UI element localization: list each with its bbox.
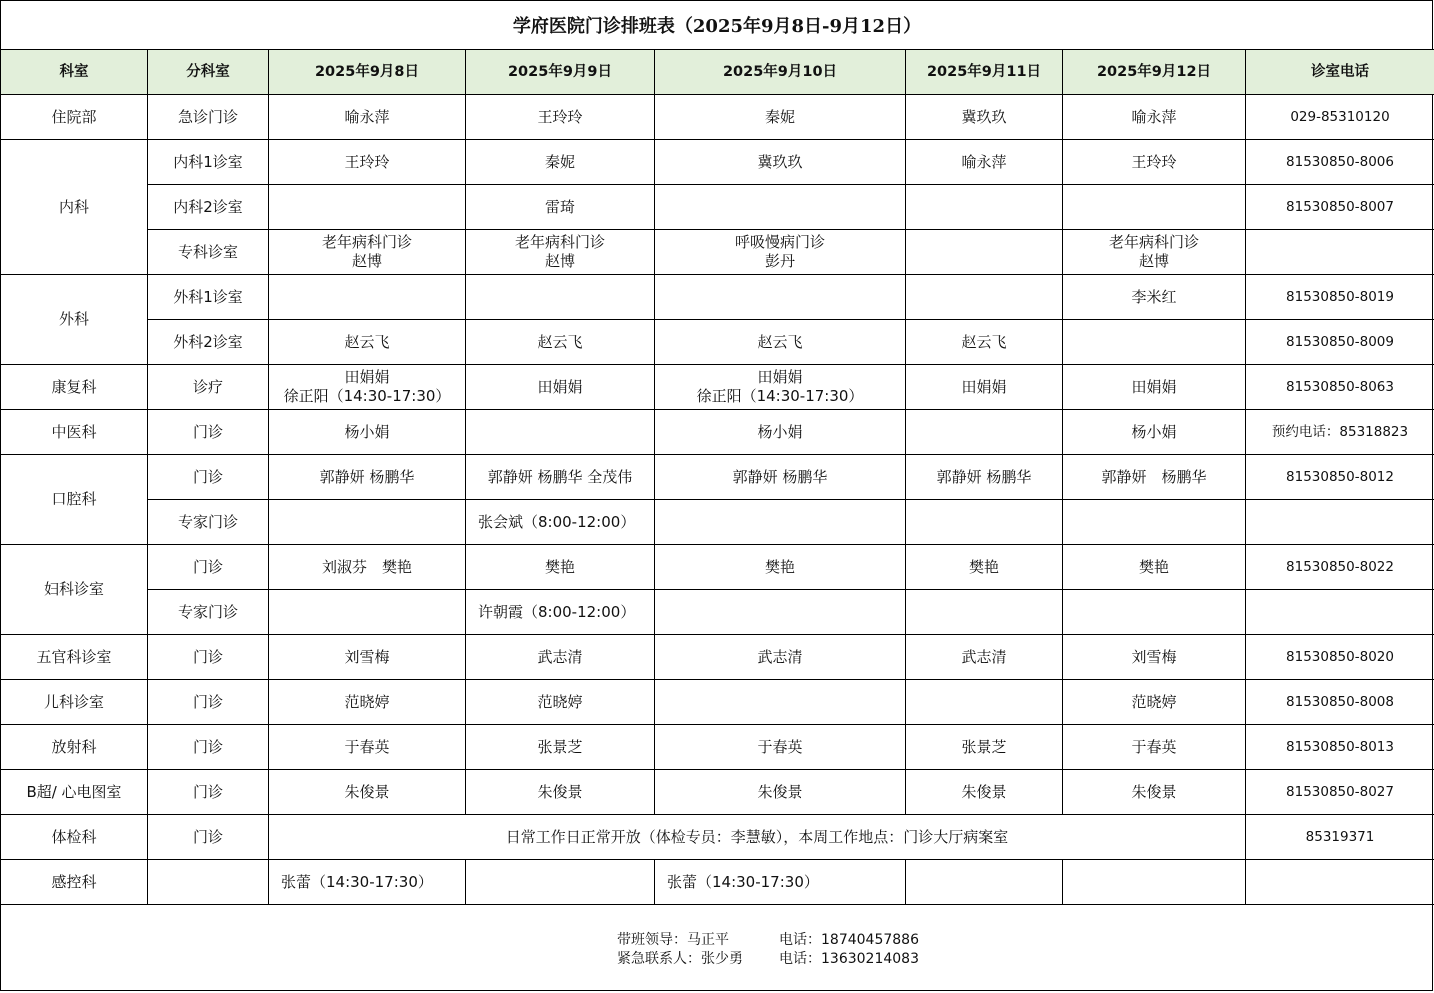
phone-cell [1246,230,1434,275]
day1-cell: 张蕾（14:30-17:30） [269,860,466,905]
day2-cell: 朱俊景 [466,770,655,815]
day2-cell: 樊艳 [466,545,655,590]
dept-cell: 儿科诊室 [1,680,148,725]
header-day2: 2025年9月9日 [466,50,655,95]
subdept-cell: 门诊 [148,410,269,455]
dept-cell: B超/ 心电图室 [1,770,148,815]
day5-cell [1063,590,1246,635]
doctor-name: 徐正阳（14:30-17:30） [696,387,864,405]
day4-cell [906,410,1063,455]
day5-cell: 樊艳 [1063,545,1246,590]
doctor-name: 赵博 [351,252,382,270]
day3-cell [655,185,906,230]
day4-cell: 郭静妍 杨鹏华 [906,455,1063,500]
dept-cell: 中医科 [1,410,148,455]
doctor-name: 赵博 [1138,252,1169,270]
day2-cell: 田娟娟 [466,365,655,410]
day1-cell [269,365,466,410]
day1-cell: 喻永萍 [269,95,466,140]
header-day1: 2025年9月8日 [269,50,466,95]
subdept-cell: 门诊 [148,455,269,500]
phone-cell: 预约电话：85318823 [1246,410,1434,455]
schedule-table [0,49,1434,905]
day3-cell: 于春英 [655,725,906,770]
day3-cell: 张蕾（14:30-17:30） [655,860,906,905]
header-phone: 诊室电话 [1246,50,1434,95]
dept-cell: 妇科诊室 [1,545,148,635]
day3-cell: 冀玖玖 [655,140,906,185]
table-row [1,635,1434,680]
header-dept: 科室 [1,50,148,95]
day1-cell [269,275,466,320]
day4-cell: 田娟娟 [906,365,1063,410]
day3-cell [655,680,906,725]
dept-cell: 康复科 [1,365,148,410]
day5-cell: 喻永萍 [1063,95,1246,140]
day2-cell [466,230,655,275]
table-row [1,725,1434,770]
day2-cell: 雷琦 [466,185,655,230]
day1-cell: 刘淑芬 樊艳 [269,545,466,590]
clinic-name: 老年病科门诊 [1108,233,1199,251]
day3-cell [655,275,906,320]
phone-cell: 81530850-8020 [1246,635,1434,680]
subdept-cell: 门诊 [148,545,269,590]
day3-cell [655,230,906,275]
day5-cell [1063,185,1246,230]
day4-cell: 武志清 [906,635,1063,680]
subdept-cell: 门诊 [148,770,269,815]
doctor-name: 田娟娟 [344,368,390,386]
day4-cell: 朱俊景 [906,770,1063,815]
dept-cell: 外科 [1,275,148,365]
subdept-cell: 外科2诊室 [148,320,269,365]
day1-cell: 范晓婷 [269,680,466,725]
day4-cell [906,500,1063,545]
day1-cell: 王玲玲 [269,140,466,185]
table-row [1,455,1434,500]
day5-cell: 朱俊景 [1063,770,1246,815]
day1-cell [269,500,466,545]
day5-cell: 杨小娟 [1063,410,1246,455]
day4-cell [906,860,1063,905]
table-row [1,230,1434,275]
day1-cell: 杨小娟 [269,410,466,455]
table-row [1,365,1434,410]
subdept-cell: 专科诊室 [148,230,269,275]
table-row [1,275,1434,320]
header-day5: 2025年9月12日 [1063,50,1246,95]
phone-cell: 81530850-8063 [1246,365,1434,410]
day5-cell: 田娟娟 [1063,365,1246,410]
emergency-phone: 电话：13630214083 [779,951,919,967]
subdept-cell: 专家门诊 [148,500,269,545]
doctor-name: 田娟娟 [757,368,803,386]
phone-cell: 85319371 [1246,815,1434,860]
day5-cell [1063,320,1246,365]
subdept-cell [148,860,269,905]
table-row [1,680,1434,725]
day2-cell: 王玲玲 [466,95,655,140]
subdept-cell: 内科2诊室 [148,185,269,230]
clinic-name: 呼吸慢病门诊 [734,233,825,251]
day2-cell: 许朝霞（8:00-12:00） [466,590,655,635]
day5-cell: 郭静妍 杨鹏华 [1063,455,1246,500]
day2-cell: 郭静妍 杨鹏华 全茂伟 [466,455,655,500]
day1-cell [269,185,466,230]
footer-contacts [617,931,919,969]
table-row [1,590,1434,635]
day3-cell [655,500,906,545]
day3-cell: 朱俊景 [655,770,906,815]
subdept-cell: 专家门诊 [148,590,269,635]
subdept-cell: 急诊门诊 [148,95,269,140]
day2-cell: 赵云飞 [466,320,655,365]
table-row [1,185,1434,230]
day5-cell [1063,860,1246,905]
table-row [1,95,1434,140]
leader-phone: 电话：18740457886 [779,932,919,948]
day1-cell [269,590,466,635]
clinic-name: 老年病科门诊 [514,233,605,251]
page-title: 学府医院门诊排班表（2025年9月8日-9月12日） [0,0,1434,50]
day3-cell [655,590,906,635]
day5-cell [1063,500,1246,545]
day3-cell: 赵云飞 [655,320,906,365]
day1-cell: 朱俊景 [269,770,466,815]
table-row [1,410,1434,455]
day4-cell [906,590,1063,635]
phone-cell [1246,500,1434,545]
dept-cell: 住院部 [1,95,148,140]
phone-cell [1246,860,1434,905]
subdept-cell: 内科1诊室 [148,140,269,185]
table-row [1,770,1434,815]
emergency-line [617,950,919,969]
day5-cell [1063,230,1246,275]
phone-cell: 81530850-8007 [1246,185,1434,230]
day4-cell [906,230,1063,275]
emergency-name: 紧急联系人：张少勇 [617,951,743,967]
table-row [1,500,1434,545]
subdept-cell: 外科1诊室 [148,275,269,320]
phone-cell: 81530850-8006 [1246,140,1434,185]
day4-cell: 喻永萍 [906,140,1063,185]
day2-cell: 秦妮 [466,140,655,185]
header-row [1,50,1434,95]
clinic-name: 老年病科门诊 [321,233,412,251]
dept-cell: 口腔科 [1,455,148,545]
table-row [1,815,1434,860]
dept-cell: 体检科 [1,815,148,860]
leader-name: 带班领导：马正平 [617,932,729,948]
doctor-name: 赵博 [544,252,575,270]
table-row [1,140,1434,185]
header-subdept: 分科室 [148,50,269,95]
dept-cell: 放射科 [1,725,148,770]
day4-cell: 赵云飞 [906,320,1063,365]
day2-cell [466,275,655,320]
day2-cell: 张景芝 [466,725,655,770]
phone-cell: 81530850-8013 [1246,725,1434,770]
day1-cell: 赵云飞 [269,320,466,365]
day3-cell: 郭静妍 杨鹏华 [655,455,906,500]
note-cell: 日常工作日正常开放（体检专员：李慧敏），本周工作地点：门诊大厅病案室 [269,815,1246,860]
doctor-name: 彭丹 [764,252,795,270]
table-row [1,860,1434,905]
day1-cell [269,230,466,275]
subdept-cell: 门诊 [148,635,269,680]
day1-cell: 于春英 [269,725,466,770]
day2-cell: 张会斌（8:00-12:00） [466,500,655,545]
phone-cell: 81530850-8019 [1246,275,1434,320]
phone-cell: 029-85310120 [1246,95,1434,140]
dept-cell: 感控科 [1,860,148,905]
day4-cell: 樊艳 [906,545,1063,590]
day4-cell [906,185,1063,230]
day2-cell [466,860,655,905]
table-row [1,320,1434,365]
day5-cell: 范晓婷 [1063,680,1246,725]
day1-cell: 刘雪梅 [269,635,466,680]
day1-cell: 郭静妍 杨鹏华 [269,455,466,500]
phone-cell: 81530850-8012 [1246,455,1434,500]
day4-cell: 冀玖玖 [906,95,1063,140]
subdept-cell: 诊疗 [148,365,269,410]
subdept-cell: 门诊 [148,680,269,725]
day4-cell [906,680,1063,725]
dept-cell: 内科 [1,140,148,275]
day3-cell: 武志清 [655,635,906,680]
phone-cell: 81530850-8022 [1246,545,1434,590]
day2-cell [466,410,655,455]
day5-cell: 李米红 [1063,275,1246,320]
day5-cell: 王玲玲 [1063,140,1246,185]
day4-cell: 张景芝 [906,725,1063,770]
day5-cell: 刘雪梅 [1063,635,1246,680]
footer [0,904,1434,991]
day5-cell: 于春英 [1063,725,1246,770]
subdept-cell: 门诊 [148,725,269,770]
phone-cell [1246,590,1434,635]
subdept-cell: 门诊 [148,815,269,860]
day3-cell: 樊艳 [655,545,906,590]
phone-cell: 81530850-8027 [1246,770,1434,815]
day2-cell: 范晓婷 [466,680,655,725]
dept-cell: 五官科诊室 [1,635,148,680]
day3-cell: 秦妮 [655,95,906,140]
doctor-name: 徐正阳（14:30-17:30） [283,387,451,405]
day3-cell [655,365,906,410]
header-day3: 2025年9月10日 [655,50,906,95]
phone-cell: 81530850-8009 [1246,320,1434,365]
day4-cell [906,275,1063,320]
leader-line [617,931,919,950]
day2-cell: 武志清 [466,635,655,680]
day3-cell: 杨小娟 [655,410,906,455]
phone-cell: 81530850-8008 [1246,680,1434,725]
table-row [1,545,1434,590]
header-day4: 2025年9月11日 [906,50,1063,95]
